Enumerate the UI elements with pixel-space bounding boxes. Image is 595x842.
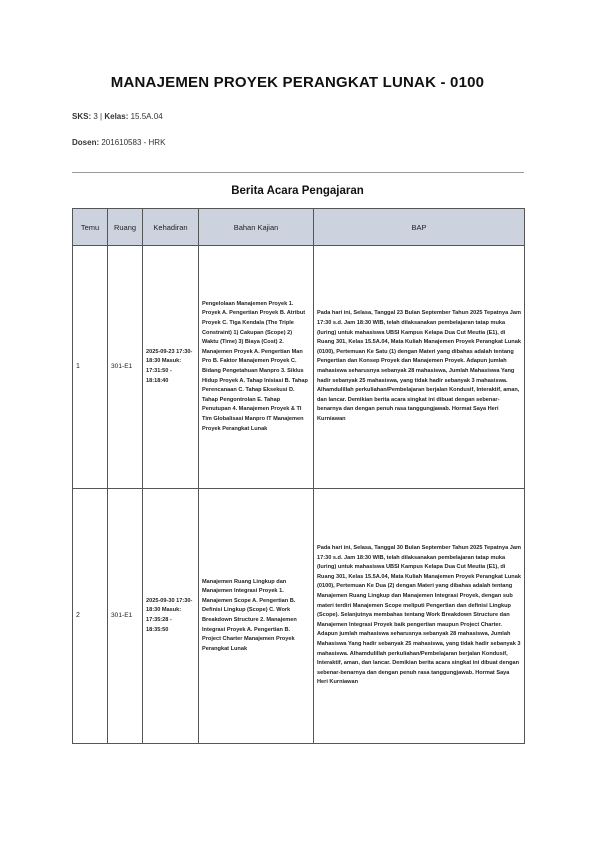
cell-temu: 2 — [73, 489, 108, 744]
header-ruang: Ruang — [108, 209, 143, 246]
cell-kehadiran: 2025-09-30 17:30-18:30 Masuk: 17:35:28 - 18:35:50 — [143, 489, 199, 744]
sks-value: 3 — [93, 112, 98, 121]
kelas-label: Kelas: — [104, 112, 129, 121]
dosen-label: Dosen: — [72, 138, 100, 147]
cell-kehadiran: 2025-09-23 17:30-18:30 Masuk: 17:31:50 - 18:18:40 — [143, 246, 199, 489]
cell-ruang: 301-E1 — [108, 489, 143, 744]
cell-bap: Pada hari ini, Selasa, Tanggal 30 Bulan September Tahun 2025 Tepatnya Jam 17:30 s.d. Jam 18:30 WIB, telah dilaksanakan pembelajaran tatap muka (luring) untuk mahasiswa UBSI Kampus Kelapa Dua Cut Meutia (E1), di Ruang 301, Kelas 15.5A.04, Mata Kuliah Manajemen Proyek Perangkat Lunak (0100), Pertemuan Ke Dua (2) dengan Materi yang dibahas adalah tentang Manajemen Ruang Lingkup dan Manajemen Integrasi Proyek, dengan sub materi terdiri Manajemen Scope meliputi Pengertian dan definisi Lingkup (Scope). Selanjutnya membahas tentang Work Breakdown Structure dan Manajemen Integrasi Proyek baik pengertian maupun Project Charter. Adapun jumlah mahasiswa seharusnya sebanyak 28 mahasiswa, Jumlah Mahasiswa Yang hadir sebanyak 25 mahasiswa, yang tidak hadir sebanyak 3 mahasiswa. Alhamdulillah perkuliahan/Pembelajaran berjalan Kondusif, Interaktif, aman, dan lancar. Demikian berita acara singkat ini dibuat dengan sebenar-benarnya dan dengan penuh rasa tanggungjawab. Hormat Saya Heri Kurniawan — [314, 489, 525, 744]
header-bap: BAP — [314, 209, 525, 246]
horizontal-divider — [72, 172, 524, 173]
meta-separator: | — [100, 112, 103, 121]
table-row — [73, 489, 525, 744]
cell-temu: 1 — [73, 246, 108, 489]
section-title: Berita Acara Pengajaran — [231, 185, 364, 197]
header-temu: Temu — [73, 209, 108, 246]
teaching-report-table — [72, 208, 525, 744]
table-row — [73, 246, 525, 489]
dosen-value: 201610583 - HRK — [101, 138, 166, 147]
sks-label: SKS: — [72, 112, 92, 121]
cell-bahan-kajian: Pengelolaan Manajemen Proyek 1. Proyek A. Pengertian Proyek B. Atribut Proyek C. Tiga Kendala (The Triple Constraint) 1) Cakupan (Scope) 2) Waktu (Time) 3) Biaya (Cost) 2. Manajemen Proyek A. Pengertian Man Pro B. Faktor Manajemen Proyek C. Bidang Pengetahuan Manpro 3. Siklus Hidup Proyek A. Tahap Inisiasi B. Tahap Perencanaan C. Tahap Eksekusi D. Tahap Pengontrolan E. Tahap Penutupan 4. Manajemen Proyek & TI Tim Globalisasi Manpro IT Manajemen Proyek Perangkat Lunak — [199, 246, 314, 489]
cell-bap: Pada hari ini, Selasa, Tanggal 23 Bulan September Tahun 2025 Tepatnya Jam 17:30 s.d. Jam 18:30 WIB, telah dilaksanakan pembelajaran tatap muka (luring) untuk mahasiswa UBSI Kampus Kelapa Dua Cut Meutia (E1), di Ruang 301, Kelas 15.5A.04, Mata Kuliah Manajemen Proyek Perangkat Lunak (0100), Pertemuan Ke Satu (1) dengan Materi yang dibahas adalah tentang Pengertian dan Konsep Proyek dan Manajemen Proyek. Adapun jumlah mahasiswa seharusnya sebanyak 28 mahasiswa, Jumlah Mahasiswa Yang hadir sebanyak 25 mahasiswa, yang tidak hadir sebanyak 3 mahasiswa. Alhamdulillah perkuliahan/Pembelajaran berjalan Kondusif, Interaktif, aman, dan lancar. Demikian berita acara singkat ini dibuat dengan sebenar-benarnya dan dengan penuh rasa tanggungjawab. Hormat Saya Heri Kurniawan — [314, 246, 525, 489]
cell-bahan-kajian: Manajemen Ruang Lingkup dan Manajemen Integrasi Proyek 1. Manajemen Scope A. Pengertian B. Definisi Lingkup (Scope) C. Work Breakdown Structure 2. Manajemen Integrasi Proyek A. Pengertian B. Project Charter Manajemen Proyek Perangkat Lunak — [199, 489, 314, 744]
page-title: MANAJEMEN PROYEK PERANGKAT LUNAK - 0100 — [110, 74, 485, 91]
lecturer-meta-line — [72, 138, 165, 147]
header-kehadiran: Kehadiran — [143, 209, 199, 246]
kelas-value: 15.5A.04 — [130, 112, 163, 121]
cell-ruang: 301-E1 — [108, 246, 143, 489]
course-meta-line — [72, 112, 163, 121]
header-bahan-kajian: Bahan Kajian — [199, 209, 314, 246]
table-header-row — [73, 209, 525, 246]
